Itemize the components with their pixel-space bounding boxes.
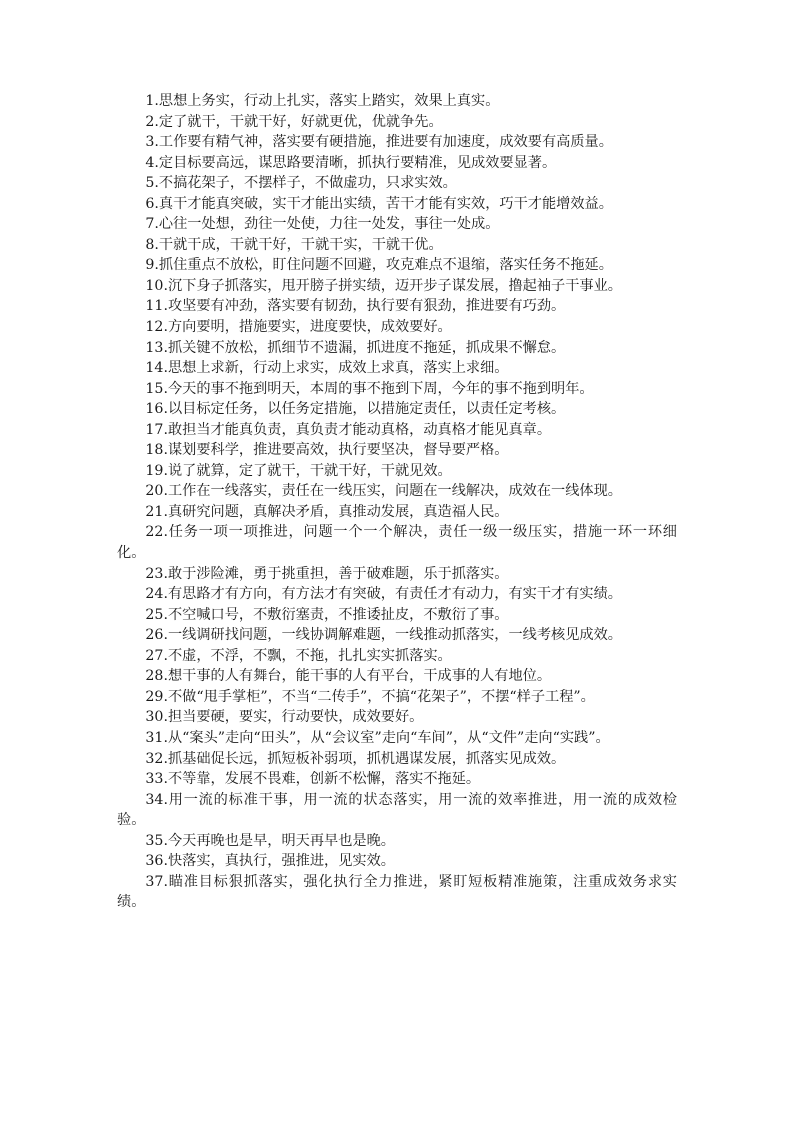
list-item: 22.任务一项一项推进，问题一个一个解决，责任一级一级压实，措施一环一环细化。: [117, 524, 677, 562]
list-item: 29.不做“甩手掌柜”，不当“二传手”，不搞“花架子”，不摆“样子工程”。: [145, 688, 595, 705]
list-item: 3.工作要有精气神，落实要有硬措施，推进要有加速度，成效要有高质量。: [145, 134, 613, 151]
list-item: 32.抓基础促长远，抓短板补弱项，抓机遇谋发展，抓落实见成效。: [145, 750, 566, 767]
list-item: 11.攻坚要有冲劲，落实要有韧劲，执行要有狠劲，推进要有巧劲。: [145, 298, 566, 315]
list-item: 13.抓关键不放松，抓细节不遗漏，抓进度不拖延，抓成果不懈怠。: [145, 339, 566, 356]
list-item: 2.定了就干，干就干好，好就更优，优就争先。: [145, 113, 443, 130]
list-item: 5.不搞花架子，不摆样子，不做虚功，只求实效。: [145, 175, 457, 192]
list-item: 19.说了就算，定了就干，干就干好，干就见效。: [145, 462, 452, 479]
list-item: 4.定目标要高远，谋思路要清晰，抓执行要精准，见成效要显著。: [145, 154, 557, 171]
list-item: 30.担当要硬，要实，行动要快，成效要好。: [145, 709, 424, 726]
list-item: 8.干就干成，干就干好，干就干实，干就干优。: [145, 236, 443, 253]
list-item: 7.心往一处想，劲往一处使，力往一处发，事往一处成。: [145, 216, 500, 233]
list-item: 16.以目标定任务，以任务定措施，以措施定责任，以责任定考核。: [145, 401, 566, 418]
list-item: 18.谋划要科学，推进要高效，执行要坚决，督导要严格。: [145, 442, 509, 459]
list-item: 33.不等靠，发展不畏难，创新不松懈，落实不拖延。: [145, 771, 481, 788]
list-item: 1.思想上务实，行动上扎实，落实上踏实，效果上真实。: [145, 93, 500, 109]
list-item: 24.有思路才有方向，有方法才有突破，有责任才有动力，有实干才有实绩。: [145, 586, 622, 603]
list-item: 9.抓住重点不放松，盯住问题不回避，攻克难点不退缩，落实任务不拖延。: [145, 257, 613, 274]
list-item: 14.思想上求新，行动上求实，成效上求真，落实上求细。: [145, 360, 509, 377]
list-item: 10.沉下身子抓落实，甩开膀子拼实绩，迈开步子谋发展，撸起袖子干事业。: [145, 277, 622, 294]
list-item: 20.工作在一线落实，责任在一线压实，问题在一线解决，成效在一线体现。: [145, 483, 622, 500]
list-item: 35.今天再晚也是早，明天再早也是晚。: [145, 832, 395, 849]
list-item: 36.快落实，真执行，强推进，见实效。: [145, 853, 395, 870]
list-item: 34.用一流的标准干事，用一流的状态落实，用一流的效率推进，用一流的成效检验。: [117, 791, 677, 829]
list-item: 6.真干才能真突破，实干才能出实绩，苦干才能有实效，巧干才能增效益。: [145, 195, 613, 212]
list-item: 15.今天的事不拖到明天，本周的事不拖到下周，今年的事不拖到明年。: [145, 380, 594, 397]
list-item: 17.敢担当才能真负责，真负责才能动真格，动真格才能见真章。: [145, 421, 552, 438]
list-item: 26.一线调研找问题，一线协调解难题，一线推动抓落实，一线考核见成效。: [145, 627, 622, 644]
list-item: 23.敢于涉险滩，勇于挑重担，善于破难题，乐于抓落实。: [145, 565, 509, 582]
list-item: 27.不虚，不浮，不飘，不拖，扎扎实实抓落实。: [145, 647, 452, 664]
list-item: 25.不空喊口号，不敷衍塞责，不推诿扯皮，不敷衍了事。: [145, 606, 509, 623]
list-item: 37.瞄准目标狠抓落实，强化执行全力推进，紧盯短板精准施策，注重成效务求实绩。: [117, 873, 677, 911]
list-item: 28.想干事的人有舞台，能干事的人有平台，干成事的人有地位。: [145, 668, 552, 685]
list-item: 12.方向要明，措施要实，进度要快，成效要好。: [145, 319, 452, 336]
list-item: 31.从“案头”走向“田头”，从“会议室”走向“车间”，从“文件”走向“实践”。: [145, 729, 610, 746]
list-item: 21.真研究问题，真解决矛盾，真推动发展，真造福人民。: [145, 503, 509, 520]
document-body: [117, 91, 677, 913]
